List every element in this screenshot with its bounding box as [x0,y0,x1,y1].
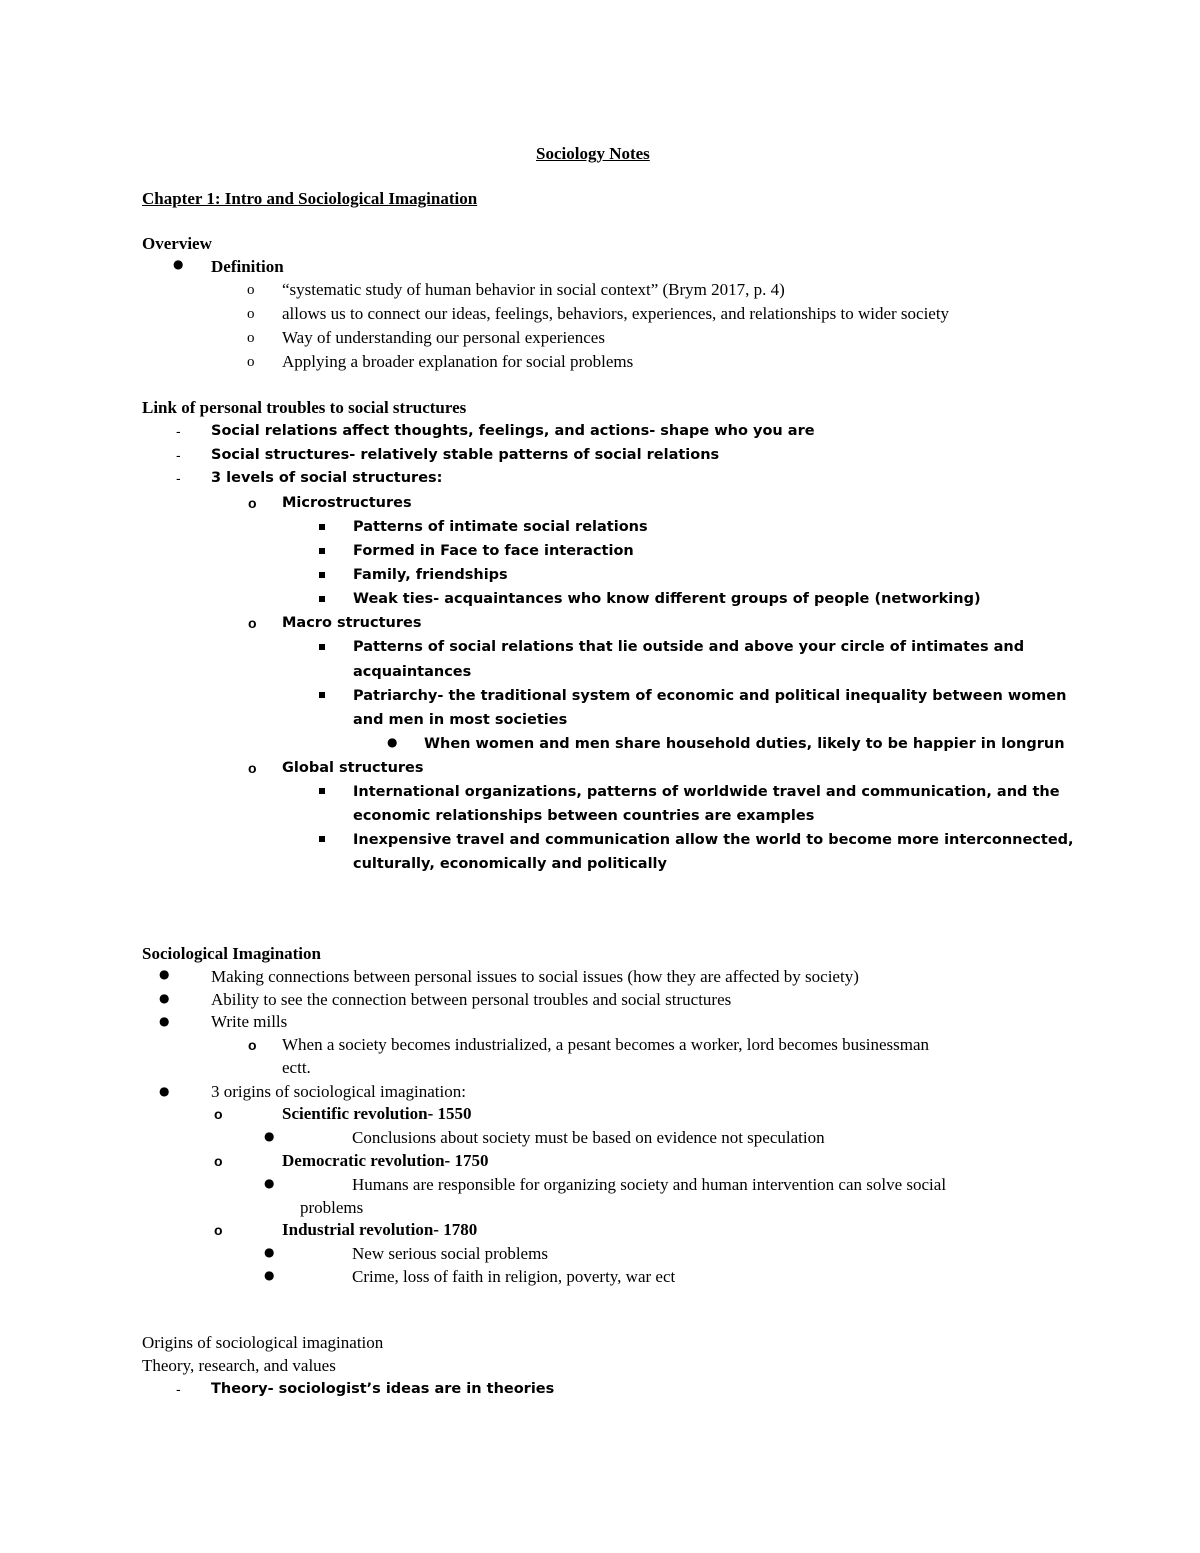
bullet-icon: ● [264,1129,275,1143]
dash-bullet-icon: - [176,470,181,486]
industrial-item: Crime, loss of faith in religion, poverty, war ect [352,1267,676,1286]
scientific-item: Conclusions about society must be based on evidence not speculation [352,1128,825,1147]
macro-item: Patriarchy- the traditional system of economic and political inequality between women [353,688,1067,704]
industrial-item: New serious social problems [352,1244,548,1263]
imagination-heading: Sociological Imagination [142,944,321,963]
circle-bullet-icon: o [214,1153,223,1169]
square-bullet-icon [319,836,325,842]
bullet-icon: ● [264,1268,275,1282]
global-item: Inexpensive travel and communication allow the world to become more interconnected, [353,832,1074,848]
overview-heading: Overview [142,234,212,253]
chapter-heading: Chapter 1: Intro and Sociological Imagination [142,189,478,208]
definition-item: Way of understanding our personal experiences [282,328,605,347]
square-bullet-icon [319,524,325,530]
square-bullet-icon [319,548,325,554]
bullet-icon: ● [264,1245,275,1259]
square-bullet-icon [319,596,325,602]
democratic-item: Humans are responsible for organizing society and human intervention can solve social [352,1175,947,1194]
imagination-bullet: Making connections between personal issues to social issues (how they are affected by society) [211,967,859,986]
global-label: Global structures [282,760,424,776]
macro-label: Macro structures [282,615,422,631]
global-item: International organizations, patterns of worldwide travel and communication, and the [353,784,1060,800]
link-point: 3 levels of social structures: [211,470,443,486]
definition-item: “systematic study of human behavior in social context” (Brym 2017, p. 4) [282,280,785,299]
macro-item: Patterns of social relations that lie outside and above your circle of intimates and [353,639,1025,655]
circle-bullet-icon: o [248,760,257,776]
democratic-revolution: Democratic revolution- 1750 [282,1151,489,1170]
dash-bullet-icon: - [176,423,181,439]
bullet-icon: ● [159,991,170,1005]
scientific-revolution: Scientific revolution- 1550 [282,1104,472,1123]
circle-bullet-icon: o [247,330,255,346]
bullet-icon: ● [173,257,184,271]
origins-label: 3 origins of sociological imagination: [211,1082,466,1101]
global-item-cont: culturally, economically and politically [353,856,667,872]
circle-bullet-icon: o [214,1222,223,1238]
mills-item: When a society becomes industrialized, a pesant becomes a worker, lord becomes businessman [282,1035,929,1054]
square-bullet-icon [319,572,325,578]
macro-item-cont: and men in most societies [353,712,568,728]
mills-item-cont: ectt. [282,1058,311,1077]
micro-item: Patterns of intimate social relations [353,519,648,535]
bullet-icon: ● [159,1014,170,1028]
theory-point: Theory- sociologist’s ideas are in theories [211,1381,555,1397]
page-title: Sociology Notes [536,144,650,163]
circle-bullet-icon: o [248,495,257,511]
square-bullet-icon [319,692,325,698]
democratic-item-cont: problems [300,1198,364,1217]
definition-item: Applying a broader explanation for social problems [282,352,634,371]
macro-item-cont: acquaintances [353,664,472,680]
circle-bullet-icon: o [247,354,255,370]
theory-heading: Theory, research, and values [142,1356,336,1375]
link-point: Social structures- relatively stable patterns of social relations [211,447,720,463]
dash-bullet-icon: - [176,1381,181,1397]
square-bullet-icon [319,788,325,794]
bullet-icon: ● [264,1176,275,1190]
link-heading: Link of personal troubles to social structures [142,398,467,417]
micro-item: Formed in Face to face interaction [353,543,634,559]
square-bullet-icon [319,644,325,650]
microstructures-label: Microstructures [282,495,412,511]
bullet-icon: ● [159,967,170,981]
global-item-cont: economic relationships between countries are examples [353,808,815,824]
definition-label: Definition [211,257,284,276]
circle-bullet-icon: o [248,615,257,631]
link-point: Social relations affect thoughts, feelings, and actions- shape who you are [211,423,815,439]
micro-item: Family, friendships [353,567,508,583]
industrial-revolution: Industrial revolution- 1780 [282,1220,478,1239]
definition-item: allows us to connect our ideas, feelings, behaviors, experiences, and relationships to wider society [282,304,950,323]
imagination-bullet: Ability to see the connection between personal troubles and social structures [211,990,732,1009]
bullet-icon: ● [159,1084,170,1098]
dash-bullet-icon: - [176,447,181,463]
circle-bullet-icon: o [214,1106,223,1122]
circle-bullet-icon: o [247,306,255,322]
bullet-icon: ● [387,735,398,749]
micro-item: Weak ties- acquaintances who know different groups of people (networking) [353,591,981,607]
origins-text: Origins of sociological imagination [142,1333,384,1352]
macro-subitem: When women and men share household duties, likely to be happier in longrun [424,736,1065,752]
imagination-bullet: Write mills [211,1012,288,1031]
circle-bullet-icon: o [248,1037,257,1053]
circle-bullet-icon: o [247,282,255,298]
